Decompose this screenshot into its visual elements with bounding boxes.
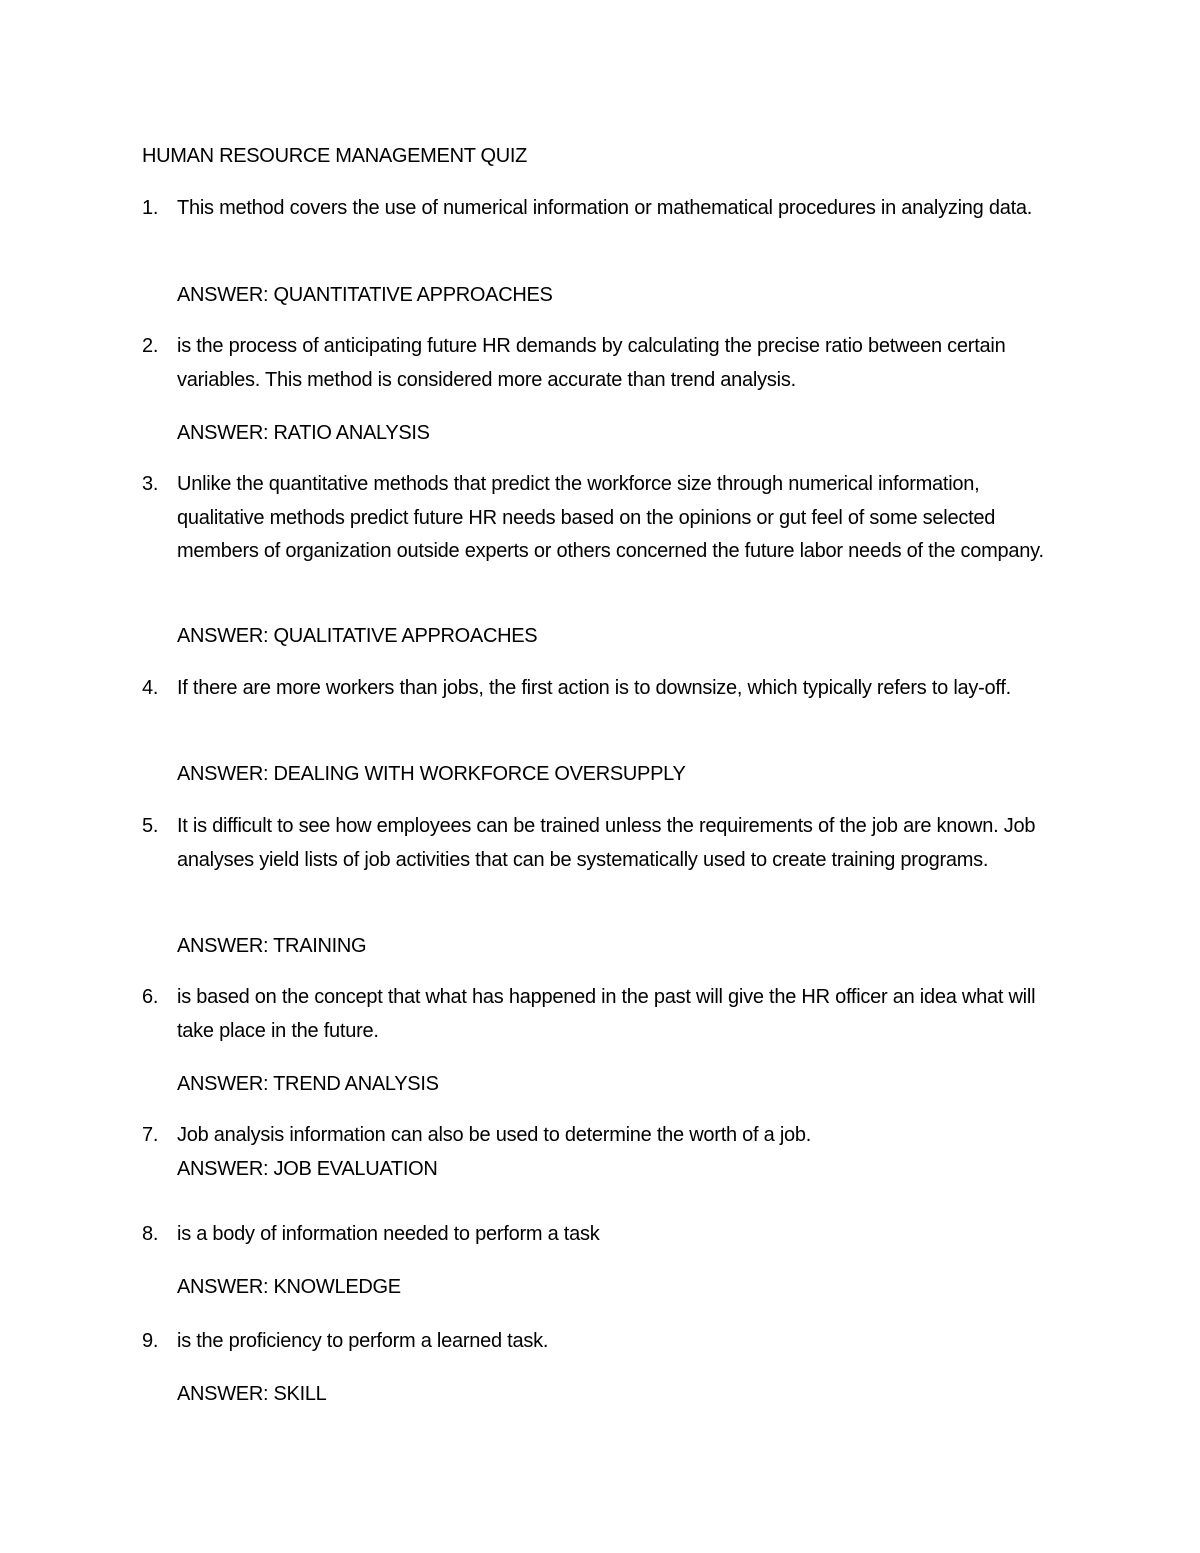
question-item [142, 810, 1062, 877]
answer-text: ANSWER: RATIO ANALYSIS [177, 422, 430, 444]
question-text: is based on the concept that what has happened in the past will give the HR officer an idea what will take place in the future. [177, 986, 1036, 1042]
question-item [142, 672, 1062, 706]
question-item [142, 1119, 1062, 1153]
answer-text: ANSWER: TRAINING [177, 935, 367, 957]
question-number: 6. [142, 986, 159, 1008]
question-item [142, 981, 1062, 1048]
question-item [142, 468, 1062, 569]
question-text: It is difficult to see how employees can be trained unless the requirements of the job are known. Job analyses yield lists of job activities that can be systematically used to create training programs. [177, 815, 1036, 871]
question-text: is a body of information needed to perform a task [177, 1223, 600, 1245]
answer-text: ANSWER: SKILL [177, 1383, 327, 1405]
answer-text: ANSWER: DEALING WITH WORKFORCE OVERSUPPLY [177, 763, 686, 785]
question-item [142, 1325, 1062, 1359]
document-title: HUMAN RESOURCE MANAGEMENT QUIZ [142, 145, 528, 167]
question-number: 7. [142, 1124, 159, 1146]
question-text: is the proficiency to perform a learned task. [177, 1330, 549, 1352]
question-number: 2. [142, 335, 159, 357]
question-item [142, 192, 1062, 226]
question-text: If there are more workers than jobs, the first action is to downsize, which typically refers to lay-off. [177, 677, 1011, 699]
question-number: 8. [142, 1223, 159, 1245]
question-item [142, 330, 1062, 397]
answer-text: ANSWER: JOB EVALUATION [177, 1158, 438, 1180]
question-number: 4. [142, 677, 159, 699]
question-text: is the process of anticipating future HR demands by calculating the precise ratio between certain variables. This method is considered more accurate than trend analysis. [177, 335, 1006, 391]
answer-text: ANSWER: TREND ANALYSIS [177, 1073, 439, 1095]
question-text: Unlike the quantitative methods that predict the workforce size through numerical information, qualitative methods predict future HR needs based on the opinions or gut feel of some selected members of organization outside experts or others concerned the future labor needs of the company. [177, 473, 1044, 562]
question-number: 1. [142, 197, 159, 219]
answer-text: ANSWER: KNOWLEDGE [177, 1276, 401, 1298]
question-item [142, 1218, 1062, 1252]
question-text: This method covers the use of numerical information or mathematical procedures in analyzing data. [177, 197, 1033, 219]
question-number: 3. [142, 473, 159, 495]
question-number: 9. [142, 1330, 159, 1352]
answer-text: ANSWER: QUALITATIVE APPROACHES [177, 625, 538, 647]
question-text: Job analysis information can also be used to determine the worth of a job. [177, 1124, 812, 1146]
answer-text: ANSWER: QUANTITATIVE APPROACHES [177, 284, 553, 306]
question-number: 5. [142, 815, 159, 837]
